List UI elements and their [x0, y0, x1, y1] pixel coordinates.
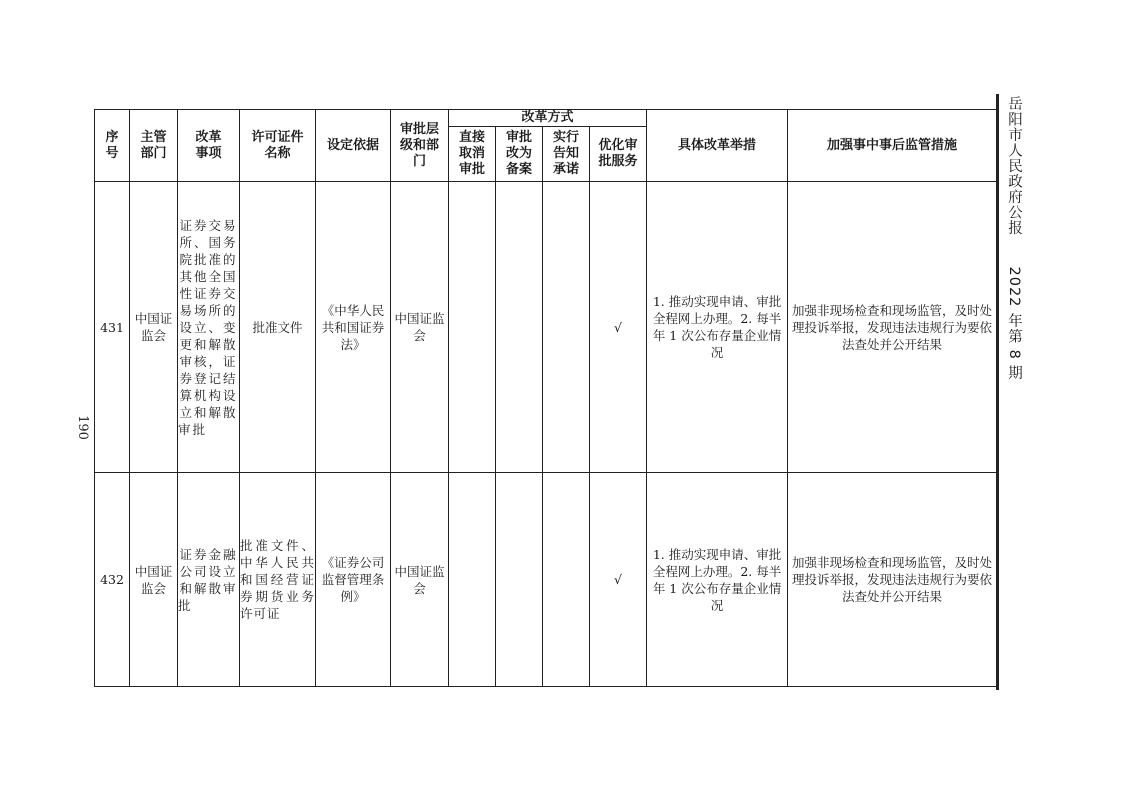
check-mark-optimize: √ [590, 473, 647, 687]
cell-license: 批准文件、中华人民共和国经营证券期货业务许可证 [240, 473, 316, 687]
cell-dept: 中国证监会 [130, 182, 178, 473]
header-spacer [1006, 236, 1022, 267]
header-mode-notify: 实行告知承诺 [543, 127, 590, 182]
header-mode-record: 审批改为备案 [496, 127, 543, 182]
cell-mode-record [496, 473, 543, 687]
cell-basis: 《证券公司监督管理条例》 [316, 473, 391, 687]
header-dept: 主管部门 [130, 110, 178, 182]
side-divider [996, 94, 999, 690]
table-row [95, 473, 997, 687]
header-seq: 序号 [95, 110, 130, 182]
cell-mode-cancel [449, 182, 496, 473]
header-mode-optimize: 优化审批服务 [590, 127, 647, 182]
cell-seq: 431 [95, 182, 130, 473]
table-row [95, 182, 997, 473]
header-measures: 具体改革举措 [647, 110, 788, 182]
header-mode-cancel: 直接取消审批 [449, 127, 496, 182]
header-basis: 设定依据 [316, 110, 391, 182]
cell-item: 证券金融公司设立和解散审批 [178, 473, 240, 687]
cell-item: 证券交易所、国务院批准的其他全国性证券交易场所的设立、变更和解散审核，证券登记结算机构设立和解散审批 [178, 182, 240, 473]
header-supervision: 加强事中事后监管措施 [788, 110, 997, 182]
gazette-title: 岳阳市人民政府公报 [1006, 96, 1022, 236]
cell-mode-record [496, 182, 543, 473]
cell-dept: 中国证监会 [130, 473, 178, 687]
cell-seq: 432 [95, 473, 130, 687]
cell-measures: 1. 推动实现申请、审批全程网上办理。2. 每半年 1 次公布存量企业情况 [647, 473, 788, 687]
side-header [1001, 96, 1025, 381]
cell-level: 中国证监会 [391, 473, 449, 687]
header-item: 改革事项 [178, 110, 240, 182]
cell-basis: 《中华人民共和国证券法》 [316, 182, 391, 473]
cell-license: 批准文件 [240, 182, 316, 473]
header-mode-group: 改革方式 [449, 110, 647, 127]
cell-supervision: 加强非现场检查和现场监管，及时处理投诉举报，发现违法违规行为要依法查处并公开结果 [788, 182, 997, 473]
cell-mode-notify [543, 473, 590, 687]
header-level: 审批层级和部门 [391, 110, 449, 182]
check-mark-optimize: √ [590, 182, 647, 473]
reform-table [94, 109, 997, 687]
gazette-issue: 2022 年第 8 期 [1006, 266, 1022, 381]
cell-level: 中国证监会 [391, 182, 449, 473]
page-number: 190 [74, 415, 90, 440]
cell-mode-notify [543, 182, 590, 473]
cell-supervision: 加强非现场检查和现场监管，及时处理投诉举报，发现违法违规行为要依法查处并公开结果 [788, 473, 997, 687]
header-license: 许可证件名称 [240, 110, 316, 182]
cell-mode-cancel [449, 473, 496, 687]
cell-measures: 1. 推动实现申请、审批全程网上办理。2. 每半年 1 次公布存量企业情况 [647, 182, 788, 473]
